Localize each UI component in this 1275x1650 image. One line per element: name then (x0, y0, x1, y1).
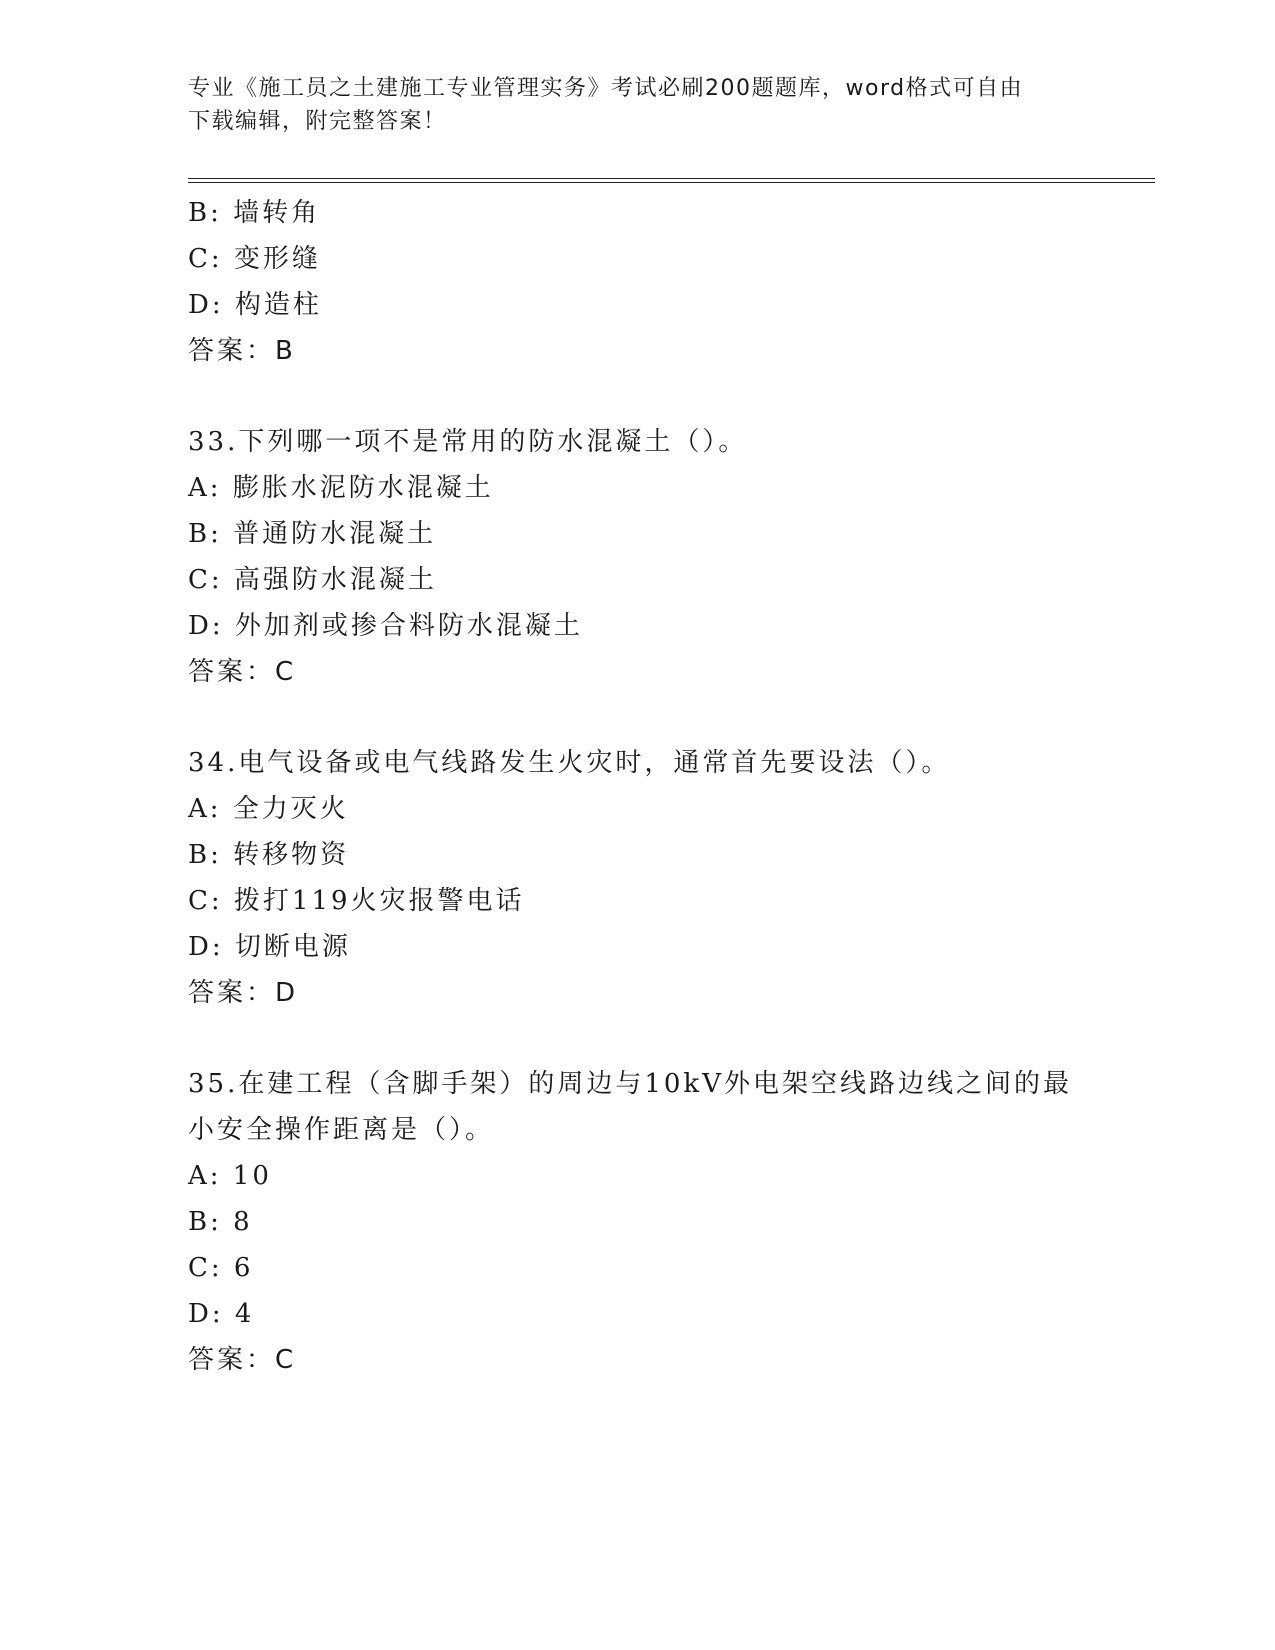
spacer (188, 374, 1088, 419)
spacer (188, 1016, 1088, 1061)
answer-line: 答案：C (188, 657, 297, 687)
option-d: D: 切断电源 (188, 932, 351, 962)
option-a: A: 全力灭火 (188, 794, 349, 824)
document-body (188, 190, 1088, 1383)
question-text-line-2: 小安全操作距离是（）。 (188, 1115, 495, 1145)
option-c: C: 6 (188, 1253, 254, 1283)
header-line-2: 下载编辑，附完整答案！ (188, 109, 447, 134)
question-block-35 (188, 1061, 1088, 1383)
option-b: B: 8 (188, 1207, 253, 1237)
option-c: C: 变形缝 (188, 244, 321, 274)
option-b: B: 普通防水混凝土 (188, 519, 437, 549)
option-b: B: 墙转角 (188, 198, 321, 228)
question-block-34 (188, 740, 1088, 1016)
option-b: B: 转移物资 (188, 840, 350, 870)
question-block-partial (188, 190, 1088, 374)
header-divider (188, 178, 1155, 183)
answer-line: 答案：B (188, 336, 296, 366)
header-line-1: 专业《施工员之土建施工专业管理实务》考试必刷200题题库，word格式可自由 (188, 76, 1024, 101)
option-d: D: 4 (188, 1299, 255, 1329)
question-text: 34.电气设备或电气线路发生火灾时，通常首先要设法（）。 (188, 748, 951, 778)
answer-line: 答案：D (188, 978, 299, 1008)
question-block-33 (188, 419, 1088, 695)
answer-line: 答案：C (188, 1345, 297, 1375)
option-a: A: 膨胀水泥防水混凝土 (188, 473, 494, 503)
spacer (188, 695, 1088, 740)
option-d: D: 构造柱 (188, 290, 322, 320)
option-d: D: 外加剂或掺合料防水混凝土 (188, 611, 583, 641)
option-a: A: 10 (188, 1161, 272, 1191)
option-c: C: 拨打119火灾报警电话 (188, 886, 525, 916)
option-c: C: 高强防水混凝土 (188, 565, 437, 595)
question-text: 33.下列哪一项不是常用的防水混凝土（）。 (188, 427, 748, 457)
document-header (188, 72, 1088, 138)
question-text-line-1: 35.在建工程（含脚手架）的周边与10kV外电架空线路边线之间的最 (188, 1069, 1072, 1099)
